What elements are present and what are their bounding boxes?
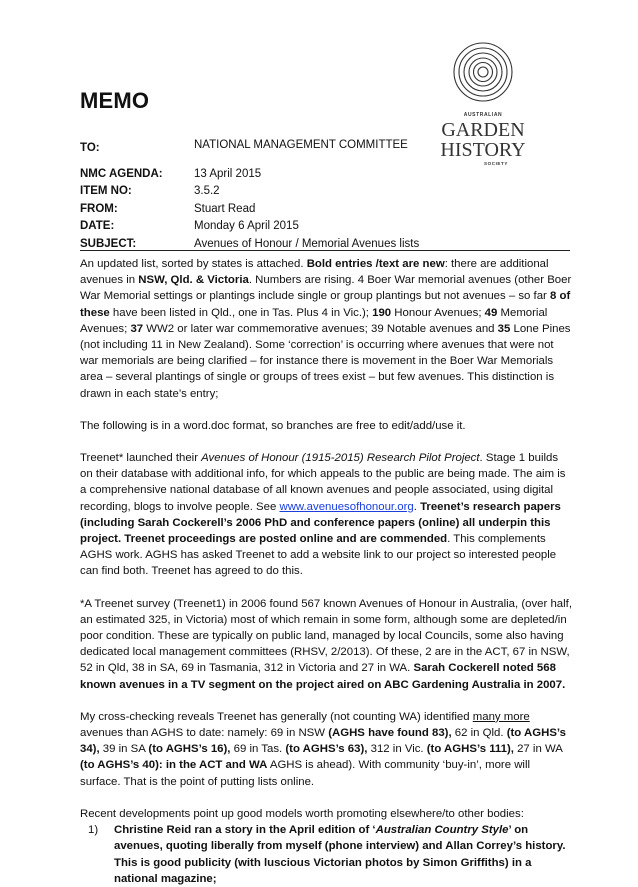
svg-text:AUSTRALIAN: AUSTRALIAN	[463, 112, 503, 118]
svg-text:SOCIETY: SOCIETY	[484, 161, 508, 166]
memo-title: MEMO	[80, 88, 150, 113]
header-row-date	[80, 218, 580, 236]
header-row-to	[80, 140, 580, 158]
header-row-item	[80, 183, 580, 201]
header-value: NATIONAL MANAGEMENT COMMITTEE	[194, 139, 408, 151]
header-divider	[80, 250, 570, 251]
header-label: FROM:	[80, 202, 118, 215]
header-label: SUBJECT:	[80, 237, 137, 250]
list-item-text: Christine Reid ran a story in the April edition of ‘Australian Country Style’ on avenues, quoting liberally from myself (phone interview) and Allan Correy’s history. This is good publicity (with luscious Victorian photos by Simon Griffiths) in a national magazine;	[114, 824, 566, 885]
header-label: NMC AGENDA:	[80, 167, 163, 180]
header-value: 3.5.2	[194, 185, 220, 197]
header-value: 13 April 2015	[194, 167, 262, 180]
paragraph-format: The following is in a word.doc format, so branches are free to edit/add/use it.	[80, 419, 466, 432]
header-row-agenda	[80, 166, 580, 184]
memo-header	[80, 140, 580, 253]
paragraph-treenet: Treenet* launched their Avenues of Honour (1915-2015) Research Pilot Project. Stage 1 builds on their database with additional info, for which appeals to the public are being made. The aim is a comprehensive national database of all known avenues and people associated, using digital recording, blogs to involve people. See www.avenuesofhonour.org. Treenet’s research papers (including Sarah Cockerell’s 2006 PhD and conference papers (online) all underpin this project. Treenet proceedings are posted online and are commended. This complements AGHS work. AGHS has asked Treenet to add a website link to our project so interested people can find both. Treenet has agreed to do this.	[80, 452, 566, 578]
svg-text:GARDEN: GARDEN	[441, 119, 525, 141]
header-value: Avenues of Honour / Memorial Avenues lists	[194, 237, 420, 250]
svg-text:HISTORY: HISTORY	[440, 139, 526, 161]
header-label: ITEM NO:	[80, 185, 132, 197]
paragraph-developments: Recent developments point up good models worth promoting elsewhere/to other bodies:	[80, 807, 524, 820]
paragraph-update: An updated list, sorted by states is attached. Bold entries /text are new: there are additional avenues in NSW, Qld. & Victoria. Numbers are rising. 4 Boer War memorial avenues (other Boer War Memorial settings or plantings include single or group plantings but not avenues – so far 8 of these have been listed in Qld., one in Tas. Plus 4 in Vic.); 190 Honour Avenues; 49 Memorial Avenues; 37 WW2 or later war commemorative avenues; 39 Notable avenues and 35 Lone Pines (not including 11 in New Zealand). Some ‘correction’ is occurring where avenues that were not war memorials are being clarified – for instance there is movement in the Boer War Memorials area – several plantings of single or groups of trees exist – but few avenues. This distinction is drawn in each state’s entry;	[80, 258, 572, 400]
header-value: Stuart Read	[194, 202, 256, 215]
paragraph-cross-check: My cross-checking reveals Treenet has generally (not counting WA) identified many more avenues than AGHS to date: namely: 69 in NSW (AGHS have found 83), 62 in Qld. (to AGHS’s 34), 39 in SA (to AGHS’s 16), 69 in Tas. (to AGHS’s 63), 312 in Vic. (to AGHS’s 111), 27 in WA (to AGHS’s 40): in the ACT and WA AGHS is ahead). With community ‘buy-in’, more will surface. That is the point of putting lists online.	[80, 710, 566, 788]
paragraph-survey: *A Treenet survey (Treenet1) in 2006 found 567 known Avenues of Honour in Australia, (over half, an estimated 325, in Victoria) most of which remain in some form, although some are depleted/in poor condition. These are typically on public land, managed by local Councils, some also having dedicated local management committees (RHSV, 2/2013). Of these, 2 are in the ACT, 67 in NSW, 52 in Qld, 38 in SA, 69 in Tasmania, 312 in Victoria and 27 in WA. Sarah Cockerell noted 568 known avenues in a TV segment on the project aired on ABC Gardening Australia in 2007.	[80, 597, 572, 691]
list-item-number: 1)	[88, 824, 99, 837]
avenues-of-honour-link[interactable]: www.avenuesofhonour.org	[279, 500, 414, 513]
list-item	[80, 822, 572, 887]
header-label: TO:	[80, 142, 100, 154]
header-label: DATE:	[80, 220, 115, 232]
header-value: Monday 6 April 2015	[194, 220, 299, 232]
memo-body	[80, 256, 572, 887]
header-row-from	[80, 201, 580, 219]
